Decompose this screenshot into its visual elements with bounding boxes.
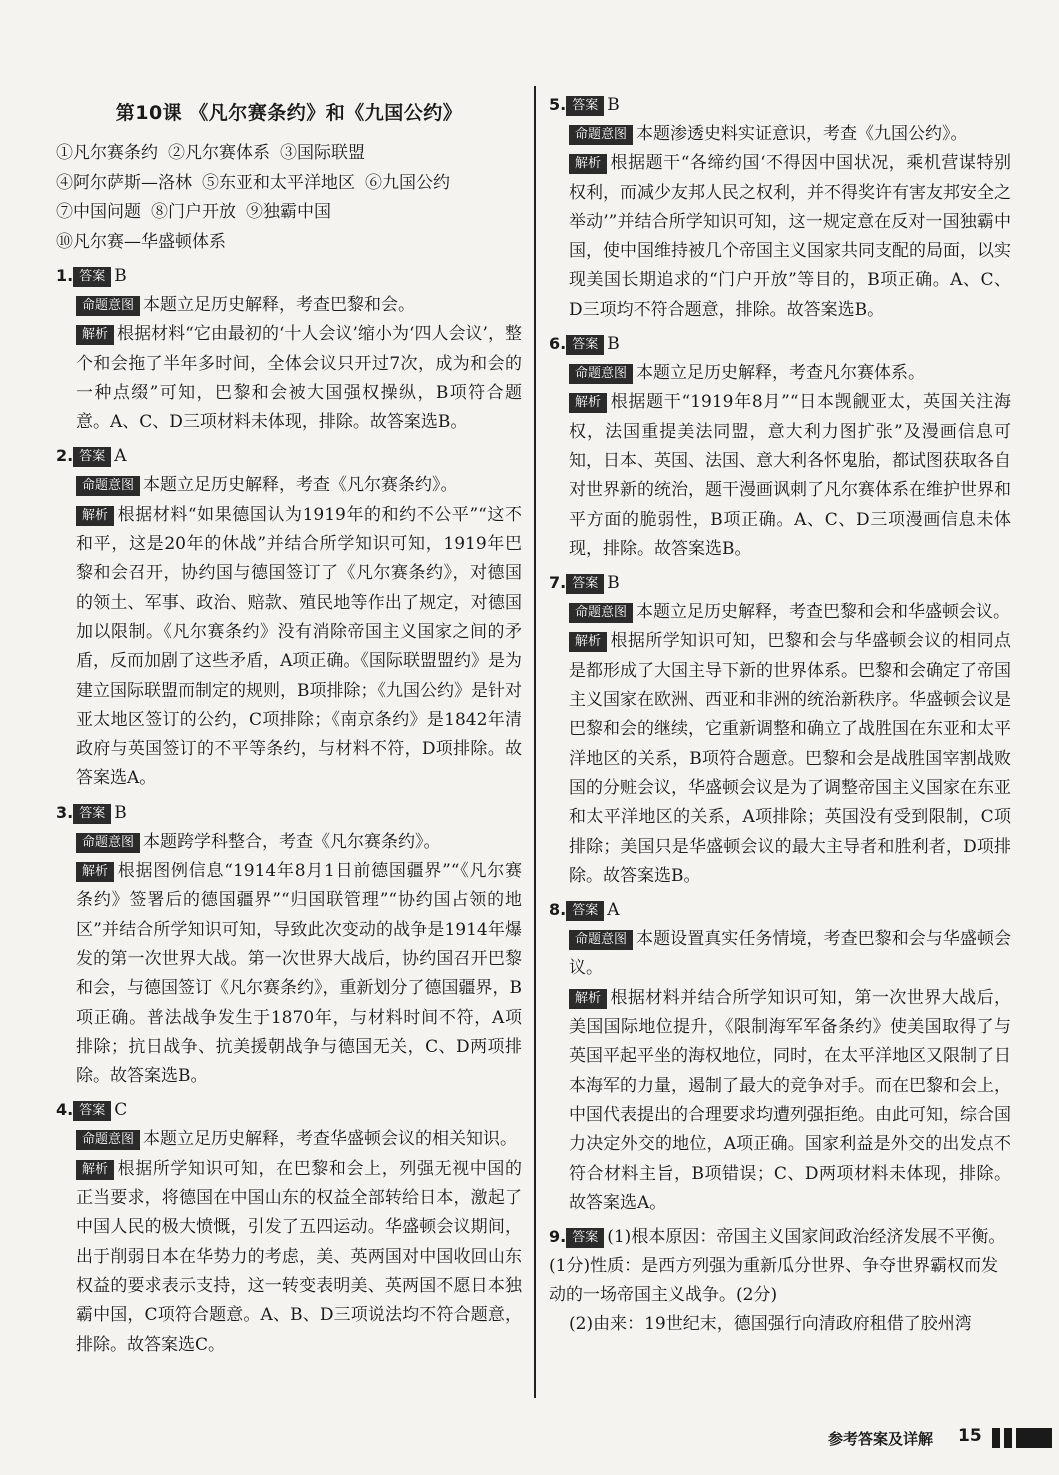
analysis-text: 根据图例信息“1914年8月1日前德国疆界”“《凡尔赛条约》签署后的德国疆界”“归国联管理”“协约国占领的地区”并结合所学知识可知，导致此次变动的战争是1914年爆发的第一次世界大战。第一次世界大战后，协约国召开巴黎和会，与德国签订《凡尔赛条约》，重新划分了德国疆界，B项正确。普法战争发生于1870年，与材料时间不符，A项排除；抗日战争、抗美援朝战争与德国无关，C、D两项排除。故答案选B。: [76, 861, 522, 1087]
analysis-tag: 解析: [569, 632, 607, 652]
intent-text: 本题立足历史解释，考查凡尔赛体系。: [636, 363, 926, 384]
key-point-row: [56, 198, 522, 228]
answer-tag: 答案: [566, 574, 604, 594]
question-number: 2.: [56, 446, 74, 466]
analysis-text: 根据材料“它由最初的‘十人会议’缩小为‘四人会议’，整个和会拖了半年多时间，全体会议只开过7次，成为和会的一种点缀”可知，巴黎和会被大国强权操纵，B项符合题意。A、C、D三项材料未体现，排除。故答案选B。: [76, 324, 522, 433]
analysis-text: 根据题干“各缔约国‘不得因中国状况，乘机营谋特别权利，而减少友邦人民之权利，并不得奖许有害友邦安全之举动’”并结合所学知识可知，这一规定意在反对一国独霸中国，使中国维持被几个帝国主义国家共同支配的局面，以实现美国长期追求的“门户开放”等目的，B项正确。A、C、D三项均不符合题意，排除。故答案选B。: [569, 153, 1011, 320]
question-number: 5.: [549, 95, 567, 114]
answer-tag: 答案: [73, 447, 111, 467]
answer-tag: 答案: [566, 901, 604, 921]
answer-continuation: (2)由来：19世纪末，德国强行向清政府租借了胶州湾: [569, 1314, 972, 1335]
analysis-text: 根据所学知识可知，巴黎和会与华盛顿会议的相同点是都形成了大国主导下新的世界体系。巴黎和会确定了帝国主义国家在欧洲、西亚和非洲的统治新秩序。华盛顿会议是巴黎和会的继续，它重新调整和确立了战胜国在东亚和太平洋地区的关系，B项符合题意。巴黎和会是战胜国宰割战败国的分赃会议，华盛顿会议是为了调整帝国主义国家在东亚和太平洋地区的关系，A项排除；英国没有受到限制，C项排除；美国只是华盛顿会议的最大主导者和胜利者，D项排除。故答案选B。: [569, 631, 1011, 886]
key-point: ⑩凡尔赛—华盛顿体系: [56, 231, 226, 252]
answer-tag: 答案: [566, 96, 604, 116]
answer-value: B: [607, 95, 620, 115]
answer-value: B: [607, 573, 620, 594]
key-point-row: [56, 139, 522, 169]
key-point: ⑨独霸中国: [246, 202, 331, 222]
answer-value: C: [114, 1100, 128, 1121]
answer-value: B: [114, 802, 127, 823]
answer-tag: 答案: [73, 804, 111, 824]
question-number: 4.: [56, 1100, 74, 1120]
answer-value: B: [607, 334, 620, 355]
question-number: 3.: [56, 802, 74, 822]
key-point: ⑥九国公约: [365, 172, 450, 193]
analysis-tag: 解析: [76, 1160, 114, 1180]
intent-tag: 命题意图: [569, 930, 633, 950]
answer-value: B: [114, 266, 127, 286]
key-point: ⑦中国问题: [56, 202, 141, 222]
analysis-tag: 解析: [569, 393, 607, 413]
question-7: [549, 568, 1011, 891]
intent-text: 本题跨学科整合，考查《凡尔赛条约》。: [143, 831, 441, 852]
question-number: 1.: [56, 266, 74, 285]
question-number: 8.: [549, 900, 567, 920]
intent-tag: 命题意图: [569, 364, 633, 384]
question-3: [56, 798, 522, 1092]
analysis-text: 根据材料“如果德国认为1919年的和约不公平”“这不和平，这是20年的休战”并结合所学知识可知，1919年巴黎和会召开，协约国与德国签订了《凡尔赛条约》，对德国的领土、军事、政治、赔款、殖民地等作出了规定，对德国加以限制。《凡尔赛条约》没有消除帝国主义国家之间的矛盾，反而加剧了这些矛盾，A项正确。《国际联盟盟约》是为建立国际联盟而制定的规则，B项排除；《九国公约》是针对亚太地区签订的公约，C项排除；《南京条约》是1842年清政府与英国签订的不平等条约，与材料不符，D项排除。故答案选A。: [76, 504, 522, 789]
question-2: [56, 441, 522, 793]
question-number: 6.: [549, 334, 567, 354]
page-marker-bar: [1004, 1428, 1012, 1448]
analysis-text: 根据所学知识可知，在巴黎和会上，列强无视中国的正当要求，将德国在中国山东的权益全部转给日本，激起了中国人民的极大愤慨，引发了五四运动。华盛顿会议期间，出于削弱日本在华势力的考虑，美、英两国对中国收回山东权益的要求表示支持，这一转变表明美、英两国不愿日本独霸中国，C项符合题意。A、B、D三项说法均不符合题意，排除。故答案选C。: [76, 1158, 522, 1355]
answer-tag: 答案: [73, 267, 111, 287]
intent-tag: 命题意图: [569, 125, 633, 145]
question-1: [56, 261, 522, 437]
answer-value: A: [114, 446, 127, 467]
key-point: ⑧门户开放: [151, 202, 236, 222]
key-points: [56, 139, 522, 257]
intent-tag: 命题意图: [569, 603, 633, 623]
question-9: [549, 1222, 1011, 1339]
key-point: ①凡尔赛条约: [56, 143, 158, 163]
analysis-tag: 解析: [569, 989, 607, 1009]
key-point: ③国际联盟: [280, 143, 365, 163]
answer-text: (1)根本原因：帝国主义国家间政治经济发展不平衡。(1分)性质：是西方列强为重新瓜分世界、争夺世界霸权而发动的一场帝国主义战争。(2分): [549, 1227, 1006, 1306]
analysis-tag: 解析: [76, 325, 114, 345]
page-number: 15: [958, 1426, 982, 1446]
lesson-title: 第10课 《凡尔赛条约》和《九国公约》: [115, 102, 463, 124]
key-point: ④阿尔萨斯—洛林: [56, 172, 192, 193]
intent-text: 本题立足历史解释，考查巴黎和会。: [143, 295, 416, 315]
analysis-tag: 解析: [569, 154, 607, 174]
intent-text: 本题立足历史解释，考查《凡尔赛条约》。: [143, 475, 458, 496]
intent-tag: 命题意图: [76, 833, 140, 853]
intent-tag: 命题意图: [76, 296, 140, 316]
answer-value: A: [607, 900, 620, 921]
footer-label: 参考答案及详解: [828, 1430, 934, 1448]
question-5: [549, 90, 1011, 325]
question-8: [549, 895, 1011, 1218]
analysis-text: 根据题干“1919年8月”“日本觊觎亚太，英国关注海权，法国重提美法同盟，意大利力图扩张”及漫画信息可知，日本、英国、法国、意大利各怀鬼胎，都试图获取各自对世界新的统治，题干漫画讽刺了凡尔赛体系在维护世界和平方面的脆弱性，B项正确。A、C、D三项漫画信息未体现，排除。故答案选B。: [569, 392, 1011, 559]
intent-text: 本题设置真实任务情境，考查巴黎和会与华盛顿会议。: [569, 929, 1011, 979]
column-divider: [534, 86, 536, 1398]
analysis-tag: 解析: [76, 862, 114, 882]
intent-text: 本题立足历史解释，考查华盛顿会议的相关知识。: [143, 1129, 518, 1150]
intent-text: 本题渗透史料实证意识，考查《九国公约》。: [636, 124, 968, 144]
answer-tag: 答案: [73, 1101, 111, 1121]
left-column: [56, 86, 522, 1360]
answer-tag: 答案: [566, 1228, 604, 1248]
analysis-tag: 解析: [76, 506, 114, 526]
question-4: [56, 1095, 522, 1359]
question-number: 9.: [549, 1227, 567, 1247]
key-point: ⑤东亚和太平洋地区: [202, 172, 355, 193]
analysis-text: 根据材料并结合所学知识可知，第一次世界大战后，美国国际地位提升，《限制海军军备条约》使美国取得了与英国平起平坐的海权地位，同时，在太平洋地区又限制了日本海军的力量，遏制了最大的竞争对手。而在巴黎和会上，中国代表提出的合理要求均遭列强拒绝。由此可知，综合国力决定外交的地位，A项正确。国家利益是外交的出发点不符合材料主旨，B项错误；C、D两项材料未体现，排除。故答案选A。: [569, 987, 1011, 1213]
intent-text: 本题立足历史解释，考查巴黎和会和华盛顿会议。: [636, 602, 1011, 623]
key-point-row: [56, 228, 522, 258]
right-column: [549, 86, 1011, 1339]
intent-tag: 命题意图: [76, 1130, 140, 1150]
key-point-row: [56, 169, 522, 199]
question-number: 7.: [549, 573, 567, 593]
key-point: ②凡尔赛体系: [168, 143, 270, 163]
page-marker-bar: [1016, 1428, 1052, 1448]
question-6: [549, 329, 1011, 564]
answer-tag: 答案: [566, 335, 604, 355]
page-marker-bar: [992, 1428, 1000, 1448]
intent-tag: 命题意图: [76, 476, 140, 496]
